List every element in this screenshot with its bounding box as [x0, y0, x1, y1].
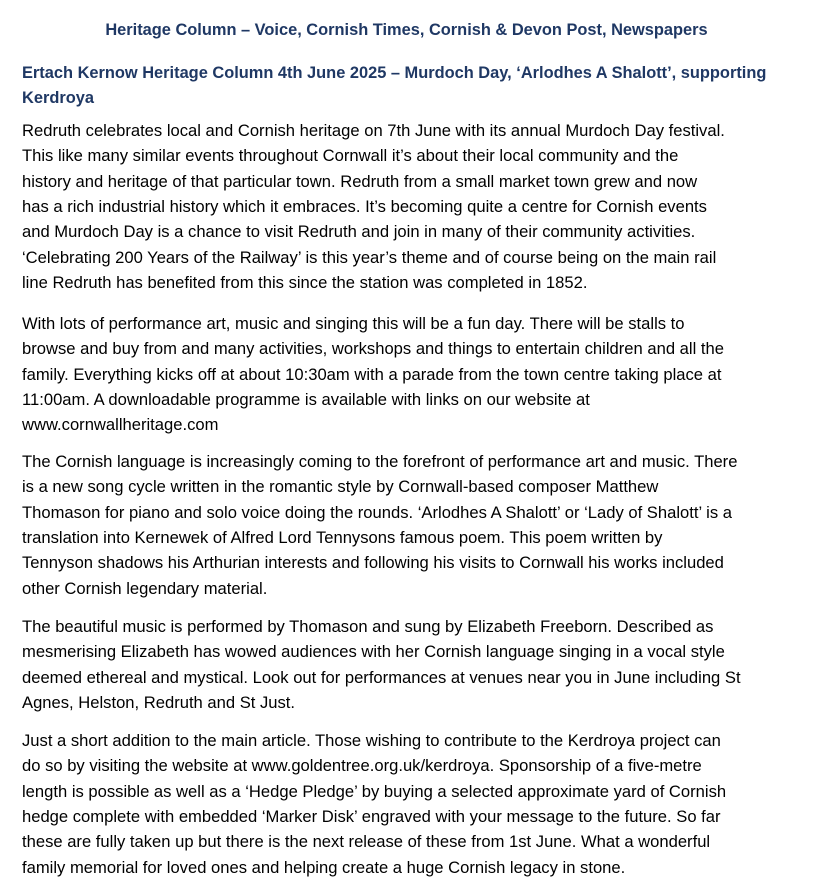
- paragraph-line: length is possible as well as a ‘Hedge Pledge’ by buying a selected approximate yard of Cornish: [22, 781, 727, 801]
- article-title: Ertach Kernow Heritage Column 4th June 2025 – Murdoch Day, ‘Arlodhes A Shalott’, supporting Kerdroya: [22, 64, 767, 107]
- paragraph-line: The beautiful music is performed by Thomason and sung by Elizabeth Freeborn. Described as: [22, 617, 714, 636]
- paragraph-line: Redruth celebrates local and Cornish heritage on 7th June with its annual Murdoch Day festival.: [22, 121, 725, 140]
- paragraph-line: Agnes, Helston, Redruth and St Just.: [22, 692, 296, 712]
- paragraph-line: these are fully taken up but there is the next release of these from 1st June. What a wonderful: [22, 832, 711, 852]
- paragraph-line: Just a short addition to the main article. Those wishing to contribute to the Kerdroya project can: [22, 731, 721, 750]
- paragraph-line: family memorial for loved ones and helping create a huge Cornish legacy in stone.: [22, 857, 626, 877]
- paragraph-line: www.cornwallheritage.com: [22, 415, 219, 435]
- paragraph-line: has a rich industrial history which it embraces. It’s becoming quite a centre for Cornish events: [22, 196, 707, 216]
- paragraph-line: This like many similar events throughout Cornwall it’s about their local community and the: [22, 146, 679, 166]
- paragraph-line: translation into Kernewek of Alfred Lord Tennysons famous poem. This poem written by: [22, 527, 663, 547]
- paragraph-line: history and heritage of that particular town. Redruth from a small market town grew and now: [22, 171, 698, 191]
- paragraph-line: family. Everything kicks off at about 10:30am with a parade from the town centre taking place at: [22, 364, 722, 384]
- paragraph-line: is a new song cycle written in the romantic style by Cornwall-based composer Matthew: [22, 477, 659, 497]
- paragraph-line: and Murdoch Day is a chance to visit Redruth and join in many of their community activities.: [22, 222, 696, 242]
- paragraph-line: The Cornish language is increasingly coming to the forefront of performance art and music. There: [22, 452, 738, 471]
- page-title: Heritage Column – Voice, Cornish Times, Cornish & Devon Post, Newspapers: [105, 21, 708, 39]
- paragraph-line: Thomason for piano and solo voice doing the rounds. ‘Arlodhes A Shalott’ or ‘Lady of Shalott’ is a: [22, 502, 732, 522]
- paragraph-line: With lots of performance art, music and singing this will be a fun day. There will be stalls to: [22, 314, 685, 333]
- paragraph-line: other Cornish legendary material.: [22, 578, 268, 598]
- paragraph-line: mesmerising Elizabeth has wowed audiences with her Cornish language singing in a vocal style: [22, 642, 725, 662]
- paragraph-line: deemed ethereal and mystical. Look out for performances at venues near you in June including St: [22, 667, 741, 687]
- paragraph-line: ‘Celebrating 200 Years of the Railway’ is this year’s theme and of course being on the main rail: [22, 247, 717, 267]
- paragraph-line: do so by visiting the website at www.goldentree.org.uk/kerdroya. Sponsorship of a five-metre: [22, 756, 702, 776]
- paragraph-line: Tennyson shadows his Arthurian interests and following his visits to Cornwall his works included: [22, 553, 724, 573]
- paragraph-line: hedge complete with embedded ‘Marker Disk’ engraved with your message to the future. So far: [22, 806, 721, 826]
- paragraph-line: line Redruth has benefited from this since the station was completed in 1852.: [22, 272, 588, 292]
- paragraph-line: 11:00am. A downloadable programme is available with links on our website at: [22, 389, 590, 409]
- paragraph-line: browse and buy from and many activities, workshops and things to entertain children and all the: [22, 339, 724, 359]
